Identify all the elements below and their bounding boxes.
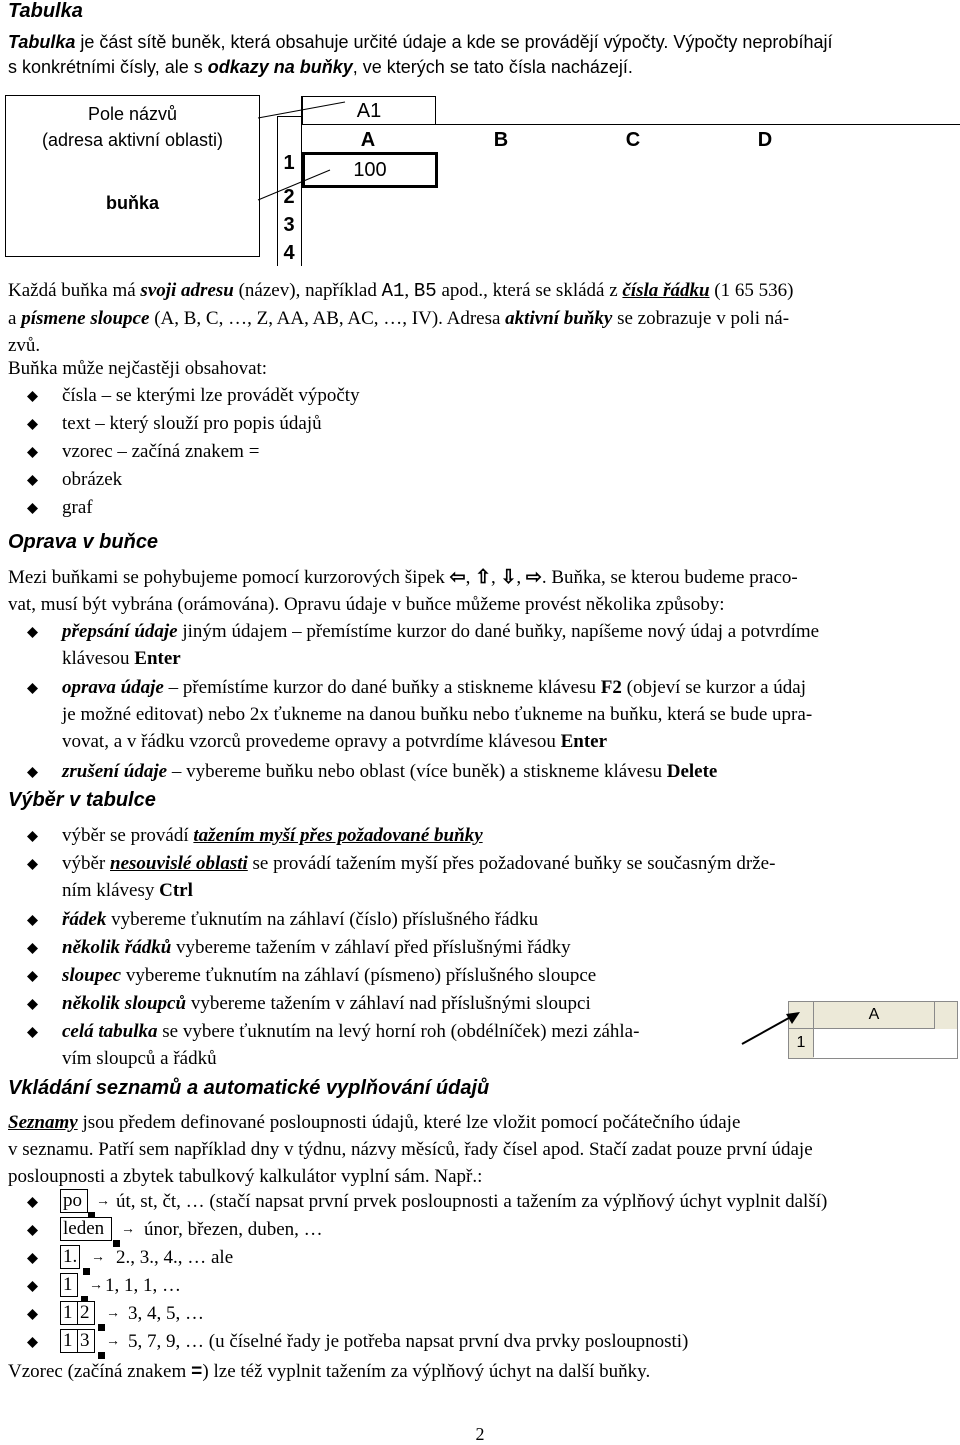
diamond-bullet-icon	[27, 391, 38, 402]
diamond-bullet-icon	[27, 475, 38, 486]
autofill-cell: po	[60, 1189, 88, 1213]
select-all-corner-illustration	[788, 1001, 958, 1059]
row-header-1: 1	[283, 152, 295, 174]
oprava-paragraph: Mezi buňkami se pohybujeme pomocí kurzorových šipek ⇦, ⇧, ⇩, ⇨. Buňka, se kterou budeme praco- vat, musí být vybrána (orámována). Opravu údaje v buňce můžeme provést několika způsoby:	[8, 567, 798, 615]
row-header-3: 3	[283, 214, 295, 236]
list-item: vzorec – začíná znakem =	[62, 441, 260, 462]
diamond-bullet-icon	[27, 683, 38, 694]
list-item: několik sloupců vybereme tažením v záhlaví nad příslušnými sloupci	[62, 993, 591, 1014]
page-number: 2	[475, 1424, 485, 1444]
column-header-d: D	[757, 129, 773, 151]
section-title-tabulka: Tabulka	[8, 0, 83, 22]
list-item: celá tabulka se vybere ťuknutím na levý horní roh (obdélníček) mezi záhla- vím sloupců a řádků	[62, 1021, 640, 1069]
fill-handle-icon	[82, 1257, 90, 1279]
drag-arrow-icon: →	[121, 1222, 135, 1237]
diamond-bullet-icon	[27, 915, 38, 926]
row-header-4: 4	[283, 242, 295, 264]
list-item: zrušení údaje – vybereme buňku nebo oblast (více buněk) a stiskneme klávesu Delete	[62, 761, 718, 782]
diamond-bullet-icon	[27, 1281, 38, 1292]
list-item: výběr se provádí tažením myší přes požadované buňky	[62, 825, 483, 846]
intro-term: Tabulka	[8, 32, 76, 52]
diamond-bullet-icon	[27, 1337, 38, 1348]
autofill-result: 5, 7, 9, … (u číselné řady je potřeba napsat první dva prvky posloupnosti)	[128, 1331, 689, 1352]
corner-column-header: A	[814, 1002, 935, 1029]
section-title-vyber: Výběr v tabulce	[8, 789, 156, 811]
diamond-bullet-icon	[27, 859, 38, 870]
spreadsheet-diagram	[0, 90, 960, 270]
arrow-up-icon: ⇧	[475, 567, 491, 588]
list-item: přepsání údaje jiným údajem – přemístíme kurzor do dané buňky, napíšeme nový údaj a potvrdíme klávesou Enter	[62, 621, 820, 669]
diamond-bullet-icon	[27, 971, 38, 982]
arrow-left-icon: ⇦	[449, 567, 466, 588]
list-item: text – který slouží pro popis údajů	[62, 413, 322, 434]
diamond-bullet-icon	[27, 1225, 38, 1236]
drag-arrow-icon: →	[106, 1334, 120, 1349]
arrow-down-icon: ⇩	[500, 567, 517, 588]
autofill-cell: 1	[60, 1273, 78, 1297]
fill-handle-icon	[97, 1313, 105, 1335]
list-item: oprava údaje – přemístíme kurzor do dané buňky a stiskneme klávesu F2 (objeví se kurzor a údaj je možné editovat) nebo 2x ťukneme na danou buňku nebo ťukneme na buňku, která se bude upra- vovat, a v řádku vzorců provedeme opravy a potvrdíme klávesou Enter	[62, 677, 813, 752]
column-header-c: C	[625, 129, 641, 151]
arrow-right-icon: ⇨	[525, 567, 542, 588]
diamond-bullet-icon	[27, 419, 38, 430]
callout-name-box-label: Pole názvů	[87, 104, 178, 124]
list-item: čísla – se kterými lze provádět výpočty	[62, 385, 360, 406]
section-title-oprava: Oprava v buňce	[8, 531, 159, 553]
corner-row-header: 1	[789, 1029, 814, 1057]
autofill-result: únor, březen, duben, …	[144, 1219, 323, 1240]
drag-arrow-icon: →	[106, 1306, 120, 1321]
active-cell-a1: 100	[302, 152, 438, 188]
autofill-result: út, st, čt, … (stačí napsat první prvek posloupnosti a tažením za výplňový úchyt vyplnit další)	[116, 1191, 828, 1212]
drag-arrow-icon: →	[96, 1194, 110, 1209]
autofill-result: 1, 1, 1, …	[105, 1275, 181, 1296]
diamond-bullet-icon	[27, 1253, 38, 1264]
diamond-bullet-icon	[27, 1309, 38, 1320]
diamond-bullet-icon	[27, 447, 38, 458]
oprava-list	[0, 618, 960, 780]
callout-cell-label: buňka	[105, 193, 159, 213]
address-paragraph: Každá buňka má svoji adresu (název), například A1, B5 apod., která se skládá z čísla řádku (1 65 536) a písmene sloupce (A, B, C, …, Z, AA, AB, AC, …, IV). Adresa aktivní buňky se zobrazuje v poli ná- zvů.	[8, 280, 794, 356]
autofill-cell: 1	[60, 1329, 78, 1353]
diamond-bullet-icon	[27, 627, 38, 638]
intro-paragraph: Tabulka je část sítě buněk, která obsahuje určité údaje a kde se provádějí výpočty. Výpočty neprobíhají s konkrétními čísly, ale s odkazy na buňky, ve kterých se tato čísla nacházejí.	[8, 32, 833, 77]
autofill-cell: 1.	[60, 1245, 80, 1269]
diamond-bullet-icon	[27, 1027, 38, 1038]
diamond-bullet-icon	[27, 1197, 38, 1208]
section-title-seznamy: Vkládání seznamů a automatické vyplňování údajů	[8, 1077, 490, 1099]
autofill-cell: 1	[60, 1301, 78, 1325]
autofill-cell: 2	[77, 1301, 95, 1325]
callout-pointer-lines	[0, 90, 960, 270]
name-box: A1	[302, 96, 436, 125]
contents-list	[0, 382, 960, 522]
pointer-arrow-icon	[730, 1000, 810, 1050]
column-header-b: B	[493, 129, 509, 151]
diamond-bullet-icon	[27, 831, 38, 842]
list-item: graf	[62, 497, 93, 518]
diamond-bullet-icon	[27, 999, 38, 1010]
column-header-a: A	[360, 129, 376, 151]
autofill-cell: leden	[60, 1217, 112, 1241]
drag-arrow-icon: →	[91, 1250, 105, 1265]
autofill-result: 3, 4, 5, …	[128, 1303, 204, 1324]
autofill-examples	[0, 1188, 960, 1360]
diamond-bullet-icon	[27, 767, 38, 778]
formula-fill-note: Vzorec (začíná znakem =) lze též vyplnit tažením za výplňový úchyt na další buňky.	[8, 1361, 651, 1383]
list-item: sloupec vybereme ťuknutím na záhlaví (písmeno) příslušného sloupce	[62, 965, 597, 986]
autofill-result: 2., 3., 4., … ale	[116, 1247, 234, 1268]
row-header-2: 2	[283, 186, 295, 208]
callout-name-box-sub: (adresa aktivní oblasti)	[41, 130, 224, 150]
autofill-cell: 3	[77, 1329, 95, 1353]
contents-lead: Buňka může nejčastěji obsahovat:	[8, 358, 268, 379]
seznamy-paragraph: Seznamy jsou předem definované posloupnosti údajů, které lze vložit pomocí počátečního údaje v seznamu. Patří sem například dny v týdnu, názvy měsíců, řady čísel apod. Stačí zadat pouze první údaje posloupnosti a zbytek tabulkový kalkulátor vyplní sám. Např.:	[8, 1112, 813, 1187]
drag-arrow-icon: →	[89, 1278, 103, 1293]
list-item: obrázek	[62, 469, 123, 490]
corner-cell	[814, 1029, 957, 1058]
list-item: řádek vybereme ťuknutím na záhlaví (číslo) příslušného řádku	[62, 909, 539, 930]
list-item: několik řádků vybereme tažením v záhlaví před příslušnými řádky	[62, 937, 571, 958]
diamond-bullet-icon	[27, 503, 38, 514]
list-item: výběr nesouvislé oblasti se provádí tažením myší přes požadované buňky se současným drže- ním klávesy Ctrl	[62, 853, 776, 901]
diamond-bullet-icon	[27, 943, 38, 954]
